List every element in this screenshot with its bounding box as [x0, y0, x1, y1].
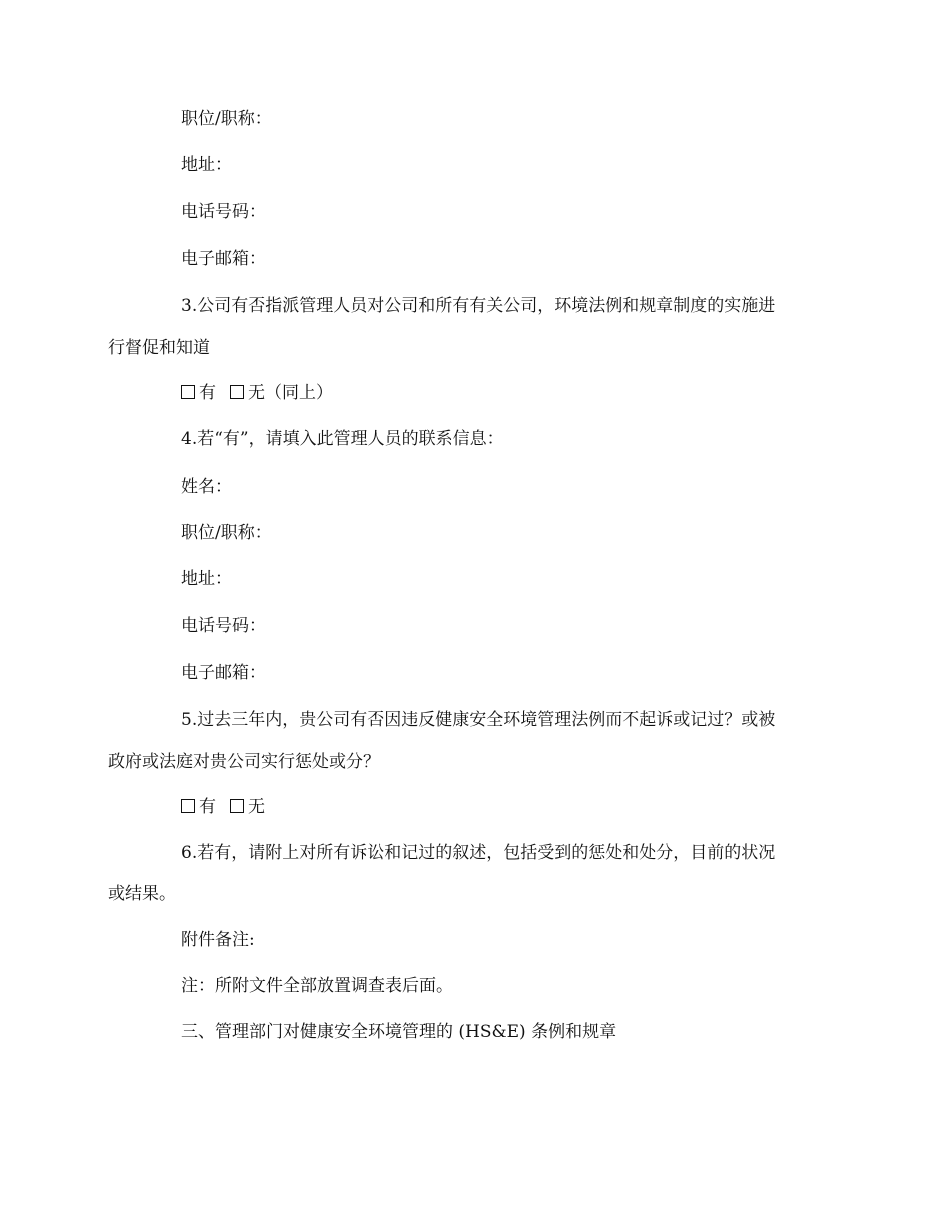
- question-6-line2: 或结果。: [108, 884, 176, 904]
- question-3-line2: 行督促和知道: [108, 338, 210, 358]
- contact2-position-label: 职位/职称：: [181, 523, 272, 543]
- contact1-address-label: 地址：: [181, 155, 232, 175]
- q5-yes-label: 有: [199, 797, 216, 817]
- question-5-line2: 政府或法庭对贵公司实行惩处或分？: [108, 752, 380, 772]
- contact2-address-label: 地址：: [181, 569, 232, 589]
- question-4-text: 4.若“有”，请填入此管理人员的联系信息：: [181, 429, 504, 449]
- section-3-heading: 三、管理部门对健康安全环境管理的 (HS&E) 条例和规章: [181, 1022, 617, 1042]
- contact1-phone-label: 电话号码：: [181, 202, 266, 222]
- q3-no-checkbox[interactable]: [230, 385, 244, 399]
- attachment-note: 附件备注:: [181, 930, 255, 950]
- q3-yes-label: 有: [199, 383, 216, 403]
- question-5-options: [181, 796, 265, 818]
- contact2-name-label: 姓名：: [181, 477, 232, 497]
- question-3-options: [181, 382, 333, 404]
- question-3-line1: 3.公司有否指派管理人员对公司和所有有关公司，环境法例和规章制度的实施进: [181, 296, 776, 316]
- q5-no-checkbox[interactable]: [230, 799, 244, 813]
- q5-no-label: 无: [248, 797, 265, 817]
- q3-yes-checkbox[interactable]: [181, 385, 195, 399]
- q5-yes-checkbox[interactable]: [181, 799, 195, 813]
- question-5-line1: 5.过去三年内，贵公司有否因违反健康安全环境管理法例而不起诉或记过？或被: [181, 710, 776, 730]
- note-text: 注：所附文件全部放置调查表后面。: [181, 976, 453, 996]
- question-6-line1: 6.若有，请附上对所有诉讼和记过的叙述，包括受到的惩处和处分，目前的状况: [181, 843, 776, 863]
- q3-no-label: 无（同上）: [248, 383, 333, 403]
- contact1-email-label: 电子邮箱：: [181, 249, 266, 269]
- contact2-email-label: 电子邮箱：: [181, 663, 266, 683]
- contact1-position-label: 职位/职称：: [181, 109, 272, 129]
- contact2-phone-label: 电话号码：: [181, 616, 266, 636]
